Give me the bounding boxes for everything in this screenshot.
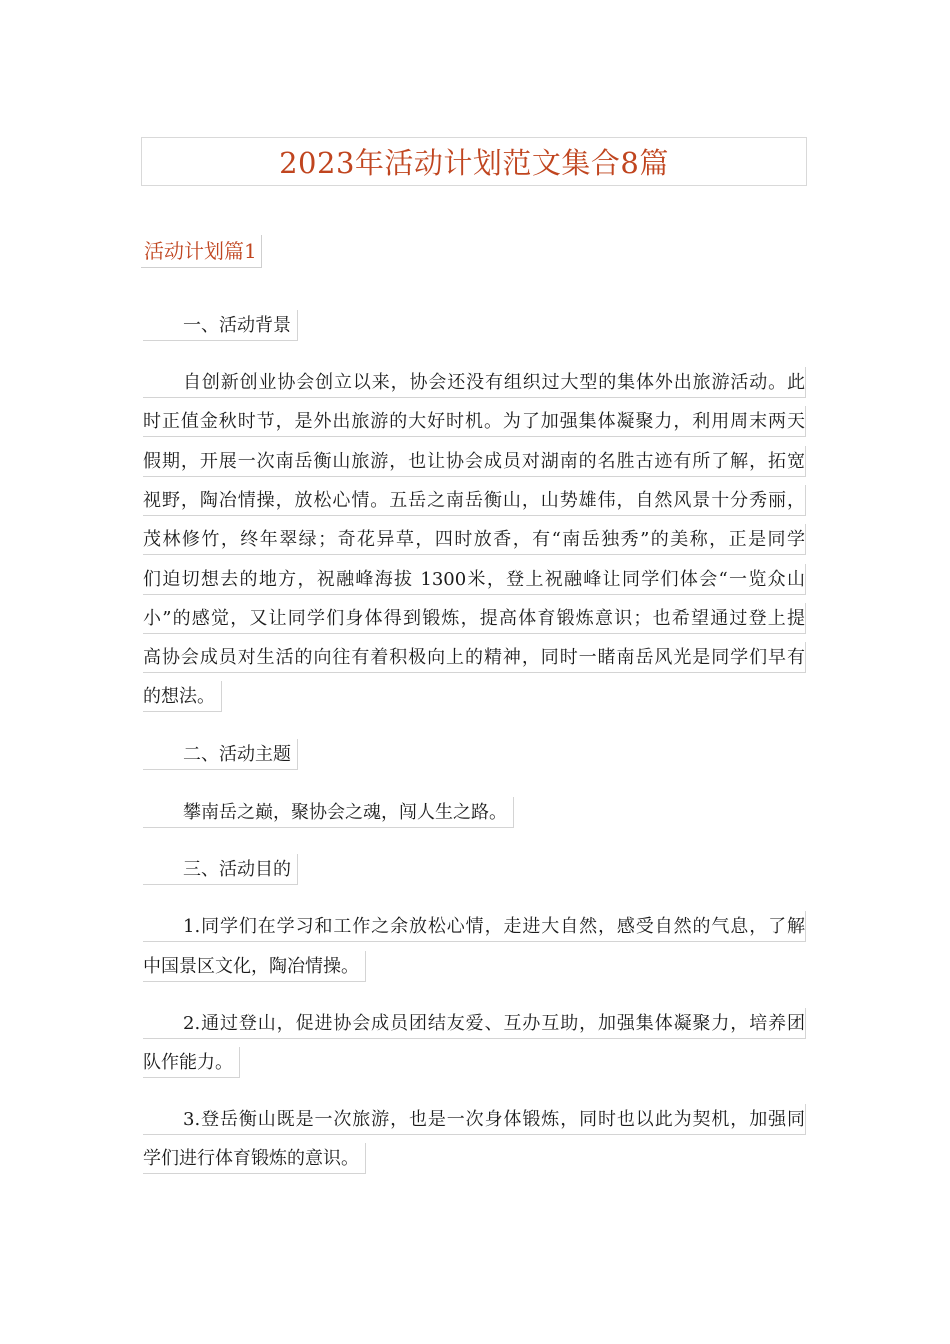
purpose-item-2-line-1: 2.通过登山，促进协会成员团结友爱、互办互助，加强集体凝聚力，培养团 [143, 1008, 806, 1039]
paragraph-line: 小”的感觉，又让同学们身体得到锻炼，提高体育锻炼意识；也希望通过登上提 [143, 603, 806, 634]
purpose-item-3-line-2: 学们进行体育锻炼的意识。 [143, 1143, 366, 1174]
paragraph-line: 茂林修竹，终年翠绿；奇花异草，四时放香，有“南岳独秀”的美称，正是同学 [143, 524, 806, 555]
paragraph-line: 自创新创业协会创立以来，协会还没有组织过大型的集体外出旅游活动。此 [143, 367, 806, 398]
theme-text: 攀南岳之巅，聚协会之魂，闯人生之路。 [143, 797, 514, 828]
paragraph-line: 视野，陶冶情操，放松心情。五岳之南岳衡山，山势雄伟，自然风景十分秀丽， [143, 485, 806, 516]
paragraph-line: 高协会成员对生活的向往有着积极向上的精神，同时一睹南岳风光是同学们早有 [143, 642, 806, 673]
heading-background: 一、活动背景 [143, 310, 298, 341]
heading-theme: 二、活动主题 [143, 739, 298, 770]
purpose-item-1-line-1: 1.同学们在学习和工作之余放松心情，走进大自然，感受自然的气息，了解 [143, 911, 806, 942]
section-title: 活动计划篇1 [141, 235, 262, 268]
paragraph-line: 们迫切想去的地方，祝融峰海拔 1300米，登上祝融峰让同学们体会“一览众山 [143, 564, 806, 595]
document-title: 2023年活动计划范文集合8篇 [279, 146, 669, 180]
purpose-item-3-line-1: 3.登岳衡山既是一次旅游，也是一次身体锻炼，同时也以此为契机，加强同 [143, 1104, 806, 1135]
document-title-box [141, 137, 807, 186]
heading-purpose: 三、活动目的 [143, 854, 298, 885]
paragraph-line: 时正值金秋时节，是外出旅游的大好时机。为了加强集体凝聚力，利用周末两天 [143, 406, 806, 437]
purpose-item-1-line-2: 中国景区文化，陶冶情操。 [143, 951, 366, 982]
paragraph-line: 的想法。 [143, 681, 222, 712]
paragraph-line: 假期，开展一次南岳衡山旅游，也让协会成员对湖南的名胜古迹有所了解，拓宽 [143, 446, 806, 477]
purpose-item-2-line-2: 队作能力。 [143, 1047, 240, 1078]
